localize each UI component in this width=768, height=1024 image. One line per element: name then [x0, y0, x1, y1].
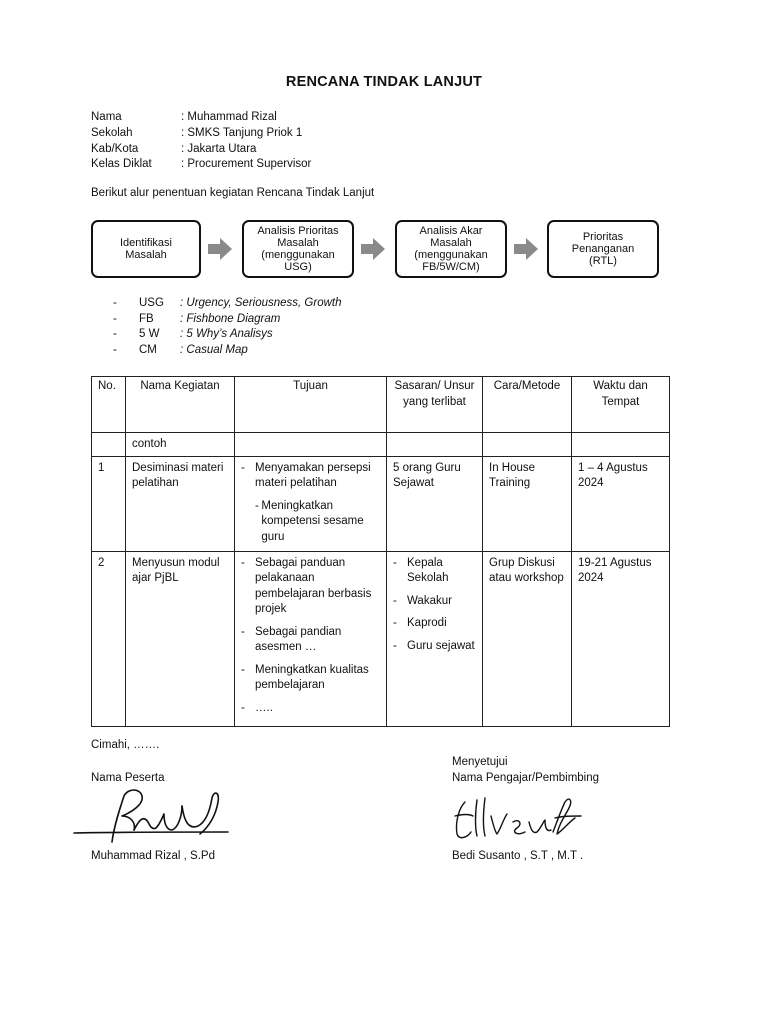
- info-row-kelas: [91, 156, 311, 172]
- table-cell: [572, 433, 670, 457]
- tujuan-item: - Meningkatkan kompetensi sesame guru: [241, 499, 380, 546]
- legend-value: : Casual Map: [180, 344, 248, 356]
- header-waktu: Waktu dan Tempat: [572, 377, 670, 433]
- row-no: 2: [92, 551, 126, 726]
- tujuan-text: Menyamakan persepsi materi pelatihan: [255, 461, 371, 489]
- info-value: : Jakarta Utara: [181, 143, 257, 155]
- table-cell: [387, 433, 483, 457]
- info-label: Kab/Kota: [91, 143, 139, 155]
- approval-label: Menyetujui: [452, 756, 508, 768]
- rtl-table: [91, 376, 670, 727]
- legend-key: USG: [139, 297, 164, 309]
- flow-step-identifikasi: [91, 220, 201, 278]
- instructor-name: Bedi Susanto , S.T , M.T .: [452, 850, 584, 862]
- flow-step-label: Analisis Prioritas Masalah (menggunakan USG): [257, 225, 339, 273]
- header-sasaran: Sasaran/ Unsur yang terlibat: [387, 377, 483, 433]
- participant-name: Muhammad Rizal , S.Pd: [91, 850, 215, 862]
- info-row-kabkota: [91, 141, 256, 157]
- table-row: [92, 551, 670, 726]
- legend-dash: -: [113, 313, 117, 325]
- row-waktu: 1 – 4 Agustus 2024: [572, 456, 670, 551]
- row-cara: Grup Diskusi atau workshop: [483, 551, 572, 726]
- row-nama: Desiminasi materi pelatihan: [126, 456, 235, 551]
- info-value: : Muhammad Rizal: [181, 111, 277, 123]
- legend-value: : 5 Why’s Analisys: [180, 328, 273, 340]
- tujuan-text: Meningkatkan kualitas pembelajaran: [255, 663, 369, 691]
- tujuan-text: …..: [255, 701, 273, 714]
- info-label: Sekolah: [91, 127, 133, 139]
- tujuan-item: - Meningkatkan kualitas pembelajaran: [241, 663, 380, 694]
- legend-item-5w: [113, 327, 273, 343]
- info-row-sekolah: [91, 125, 302, 141]
- flow-intro: Berikut alur penentuan kegiatan Rencana Tindak Lanjut: [91, 187, 375, 199]
- sasaran-item: - Kaprodi: [393, 616, 476, 632]
- info-value: : SMKS Tanjung Priok 1: [181, 127, 303, 139]
- legend-key: CM: [139, 344, 157, 356]
- page-title: RENCANA TINDAK LANJUT: [285, 74, 483, 90]
- legend-value: : Fishbone Diagram: [180, 313, 281, 325]
- tujuan-text: Sebagai panduan pelakanaan pembelajaran berbasis projek: [255, 556, 372, 615]
- flow-arrow-icon: [514, 238, 538, 260]
- legend-key: FB: [139, 313, 154, 325]
- flow-arrow-icon: [208, 238, 232, 260]
- tujuan-item: - Sebagai panduan pelakanaan pembelajaran berbasis projek: [241, 556, 380, 618]
- instructor-label: Nama Pengajar/Pembimbing: [452, 772, 600, 784]
- tujuan-item: - …..: [241, 701, 380, 717]
- tujuan-text: Meningkatkan kompetensi sesame guru: [261, 499, 364, 543]
- legend-item-cm: [113, 343, 248, 359]
- instructor-signature: [445, 792, 590, 844]
- legend-dash: -: [113, 344, 117, 356]
- sasaran-item: - Wakakur: [393, 594, 476, 610]
- legend-item-usg: [113, 296, 342, 312]
- tujuan-item: - Menyamakan persepsi materi pelatihan: [241, 461, 380, 492]
- table-row-example: [92, 433, 670, 457]
- flow-step-prioritas: [547, 220, 659, 278]
- row-waktu: 19-21 Agustus 2024: [572, 551, 670, 726]
- info-label: Kelas Diklat: [91, 158, 152, 170]
- flow-step-label: Analisis Akar Masalah (menggunakan FB/5W/CM): [414, 225, 488, 273]
- row-cara: In House Training: [483, 456, 572, 551]
- sasaran-item: - Kepala Sekolah: [393, 556, 476, 587]
- legend-key: 5 W: [139, 328, 160, 340]
- legend-value: : Urgency, Seriousness, Growth: [180, 297, 342, 309]
- table-cell: [235, 433, 387, 457]
- header-tujuan: Tujuan: [235, 377, 387, 433]
- legend-item-fb: [113, 312, 280, 328]
- flow-step-label: Identifikasi Masalah: [120, 237, 172, 261]
- place-date: Cimahi, …….: [91, 739, 160, 751]
- table-row: [92, 456, 670, 551]
- row-sasaran: 5 orang Guru Sejawat: [387, 456, 483, 551]
- header-cara: Cara/Metode: [483, 377, 572, 433]
- legend-dash: -: [113, 328, 117, 340]
- info-row-nama: [91, 109, 277, 125]
- row-sasaran: [387, 551, 483, 726]
- flow-step-analisis-prioritas: [242, 220, 354, 278]
- flow-step-label: Prioritas Penanganan (RTL): [571, 231, 635, 267]
- sasaran-text: Guru sejawat: [407, 639, 475, 652]
- table-header-row: [92, 377, 670, 433]
- sasaran-text: Wakakur: [407, 594, 452, 607]
- flow-step-analisis-akar: [395, 220, 507, 278]
- row-tujuan: [235, 551, 387, 726]
- flow-arrow-icon: [361, 238, 385, 260]
- header-no: No.: [92, 377, 126, 433]
- table-cell: [92, 433, 126, 457]
- info-label: Nama: [91, 111, 122, 123]
- tujuan-item: - Sebagai pandian asesmen …: [241, 625, 380, 656]
- sasaran-item: - Guru sejawat: [393, 639, 476, 655]
- participant-label: Nama Peserta: [91, 772, 165, 784]
- table-cell: [483, 433, 572, 457]
- info-value: : Procurement Supervisor: [181, 158, 312, 170]
- sasaran-text: Kaprodi: [407, 617, 447, 629]
- row-no: 1: [92, 456, 126, 551]
- participant-signature: [70, 786, 235, 848]
- tujuan-text: Sebagai pandian asesmen …: [255, 625, 342, 653]
- sasaran-text: Kepala Sekolah: [407, 556, 449, 584]
- header-nama-kegiatan: Nama Kegiatan: [126, 377, 235, 433]
- legend-dash: -: [113, 297, 117, 309]
- example-label: contoh: [126, 433, 235, 457]
- row-nama: Menyusun modul ajar PjBL: [126, 551, 235, 726]
- row-tujuan: [235, 456, 387, 551]
